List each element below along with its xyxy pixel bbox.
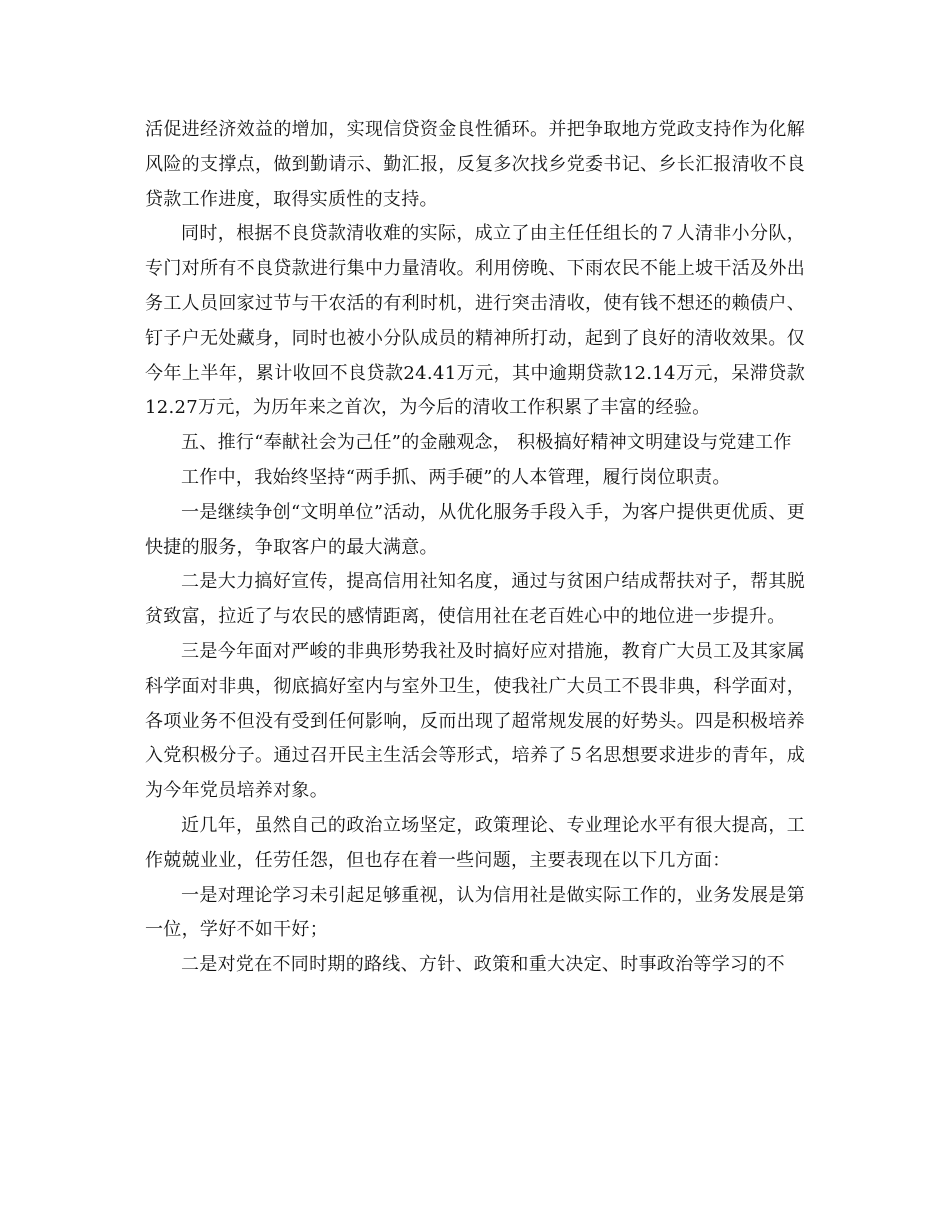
paragraph-4: 一是继续争创“文明单位”活动，从优化服务手段入手，为客户提供更优质、更快捷的服务，争取客户的最大满意。 bbox=[145, 501, 805, 558]
document-body bbox=[145, 113, 805, 983]
section-heading-5: 五、推行“奉献社会为己任”的金融观念， 积极搞好精神文明建设与党建工作 bbox=[181, 432, 792, 454]
paragraph-1: 活促进经济效益的增加，实现信贷资金良性循环。并把争取地方党政支持作为化解风险的支撑点，做到勤请示、勤汇报，反复多次找乡党委书记、乡长汇报清收不良贷款工作进度，取得实质性的支持。 bbox=[145, 119, 805, 210]
paragraph-3: 工作中，我始终坚持“两手抓、两手硬”的人本管理，履行岗位职责。 bbox=[181, 466, 731, 488]
paragraph-9: 二是对党在不同时期的路线、方针、政策和重大决定、时事政治等学习的不 bbox=[181, 954, 785, 976]
paragraph-7: 近几年，虽然自己的政治立场坚定，政策理论、专业理论水平有很大提高，工作兢兢业业，任劳任怨，但也存在着一些问题，主要表现在以下几方面： bbox=[145, 814, 805, 871]
paragraph-6: 三是今年面对严峻的非典形势我社及时搞好应对措施，教育广大员工及其家属科学面对非典，彻底搞好室内与室外卫生，使我社广大员工不畏非典，科学面对，各项业务不但没有受到任何影响，反而出现了超常规发展的好势头。四是积极培养入党积极分子。通过召开民主生活会等形式，培养了５名思想要求进步的青年，成为今年党员培养对象。 bbox=[145, 640, 805, 802]
paragraph-5: 二是大力搞好宣传，提高信用社知名度，通过与贫困户结成帮扶对子，帮其脱贫致富，拉近了与农民的感情距离，使信用社在老百姓心中的地位进一步提升。 bbox=[145, 571, 805, 628]
paragraph-8: 一是对理论学习未引起足够重视，认为信用社是做实际工作的，业务发展是第一位，学好不如干好； bbox=[145, 884, 805, 941]
paragraph-2: 同时，根据不良贷款清收难的实际，成立了由主任任组长的７人清非小分队，专门对所有不良贷款进行集中力量清收。利用傍晚、下雨农民不能上坡干活及外出务工人员回家过节与干农活的有利时机，进行突击清收，使有钱不想还的赖债户、钉子户无处藏身，同时也被小分队成员的精神所打动，起到了良好的清收效果。仅今年上半年，累计收回不良贷款24.41万元，其中逾期贷款12.14万元，呆滞贷款12.27万元，为历年来之首次，为今后的清收工作积累了丰富的经验。 bbox=[145, 223, 805, 419]
